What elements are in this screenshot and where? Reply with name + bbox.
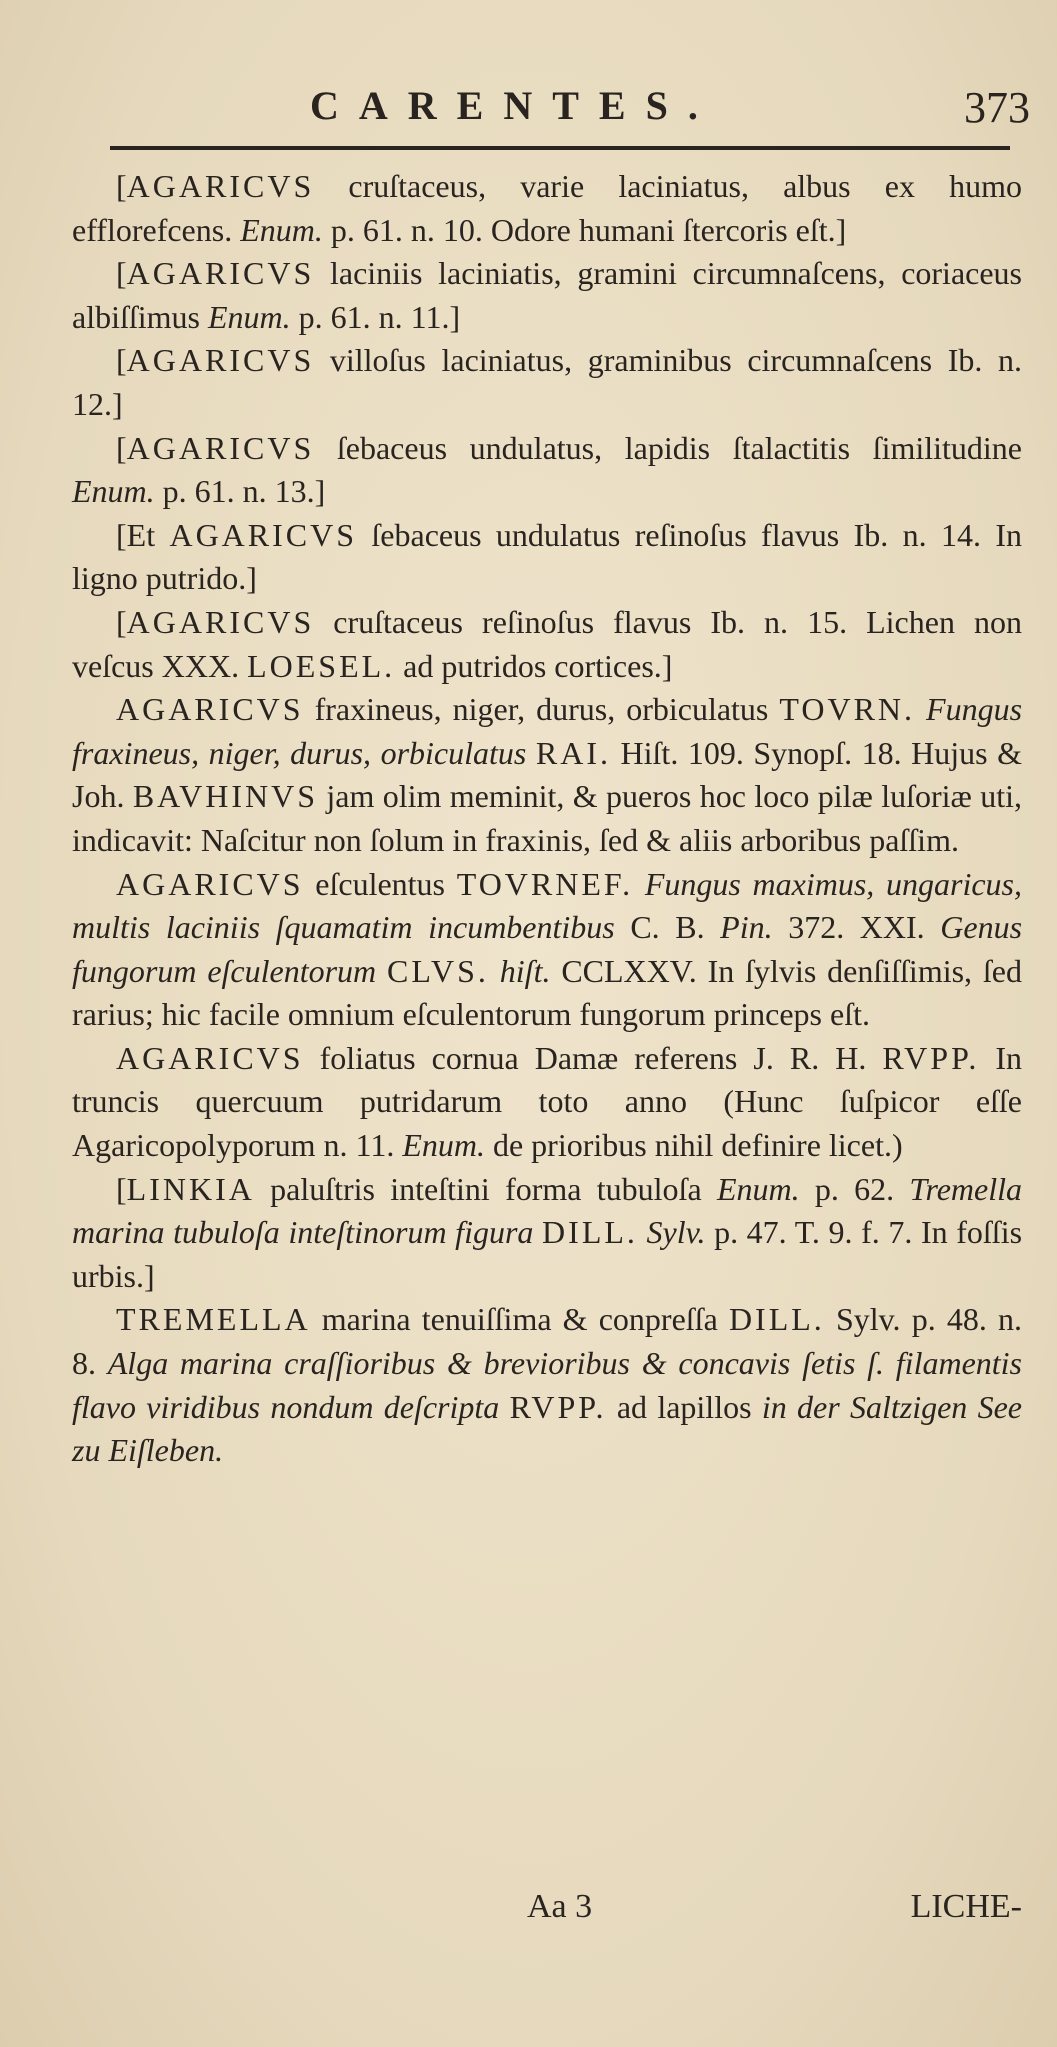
entry-paragraph <box>72 1168 1022 1299</box>
text-run: p. 61. n. 11.] <box>290 298 461 335</box>
entry-paragraph <box>72 165 1022 252</box>
entry-paragraph <box>72 427 1022 514</box>
text-run: p. 61. n. 13.] <box>154 473 326 510</box>
text-run: ſebaceus undulatus reſinoſus flavus Ib. n. 14. In ligno putrido.] <box>72 516 1022 597</box>
italic-citation: Enum. <box>402 1127 485 1164</box>
text-run: p. 61. n. 10. Odore humani ſtercoris eſt.] <box>322 211 847 248</box>
small-caps-name: AGARICVS <box>169 516 358 553</box>
small-caps-name: AGARICVS <box>126 168 315 204</box>
small-caps-name: AGARICVS <box>126 603 315 640</box>
small-caps-name: DILL. <box>542 1214 638 1251</box>
text-run: marina tenuiſſima & conpreſſa <box>310 1301 729 1338</box>
entry-paragraph <box>72 863 1022 1037</box>
small-caps-name: AGARICVS <box>126 342 315 379</box>
italic-citation: Genus fungorum eſculentorum <box>72 909 1023 989</box>
small-caps-name: RVPP. <box>509 1388 607 1425</box>
small-caps-name: AGARICVS <box>116 1039 304 1076</box>
small-caps-name: AGARICVS <box>126 429 315 466</box>
text-run <box>633 866 645 902</box>
small-caps-name: CLVS. <box>387 952 489 989</box>
text-run: fraxineus, niger, durus, orbiculatus <box>303 691 780 728</box>
text-run: [ <box>116 1170 127 1207</box>
small-caps-name: BAVHINVS <box>132 778 319 815</box>
italic-citation: Fungus fraxineus, niger, durus, orbiculatus <box>72 691 1023 771</box>
text-run <box>489 953 500 989</box>
text-run <box>915 691 926 727</box>
text-run: ad lapillos <box>606 1388 762 1425</box>
small-caps-name: LOESEL. <box>247 647 396 684</box>
entry-paragraph <box>72 514 1022 601</box>
entry-paragraph <box>72 1298 1022 1472</box>
page-footer <box>72 1888 1022 1938</box>
text-run: C. B. <box>614 909 721 946</box>
text-run <box>526 735 536 771</box>
text-run <box>638 1214 647 1250</box>
entry-paragraph <box>72 1037 1022 1168</box>
small-caps-name: AGARICVS <box>116 691 304 728</box>
italic-citation: in der Saltzigen See zu Eiſleben. <box>72 1388 1023 1469</box>
text-run: [ <box>116 342 127 379</box>
entry-paragraph <box>72 252 1022 339</box>
italic-citation: Enum. <box>240 211 323 248</box>
signature-mark: Aa 3 <box>527 1888 593 1925</box>
text-run: foliatus cornua Damæ referens J. R. H. <box>303 1039 883 1076</box>
text-run: [ <box>116 429 127 466</box>
small-caps-name: DILL. <box>728 1301 825 1338</box>
text-run: Sylv. p. 48. n. 8. <box>72 1301 1023 1382</box>
text-run: 372. XXI. <box>772 909 941 946</box>
italic-citation: hiſt. <box>499 952 551 989</box>
text-run <box>499 1389 509 1425</box>
page-header <box>110 70 1030 140</box>
entry-paragraph <box>72 688 1022 862</box>
text-run: de prioribus nihil definire licet.) <box>484 1127 903 1164</box>
header-rule <box>110 146 1010 150</box>
text-run: ad putridos cortices.] <box>395 647 673 684</box>
catchword: LICHE- <box>910 1888 1022 1925</box>
text-run: [Et <box>116 516 170 553</box>
italic-citation: Fungus maximus, ungaricus, multis laciniis ſquamatim incumbentibus <box>72 865 1023 946</box>
small-caps-name: LINKIA <box>126 1170 255 1207</box>
italic-citation: Enum. <box>72 473 155 510</box>
text-run: [ <box>116 168 127 204</box>
small-caps-name: TOVRN. <box>779 691 916 728</box>
small-caps-name: AGARICVS <box>126 255 315 292</box>
small-caps-name: TOVRNEF. <box>456 865 634 902</box>
small-caps-name: RVPP. <box>882 1039 980 1076</box>
running-title: CARENTES. <box>310 83 718 128</box>
text-run: [ <box>116 255 127 292</box>
entry-paragraph <box>72 601 1022 688</box>
text-run: p. 47. T. 9. f. 7. In foſſis urbis.] <box>72 1214 1023 1294</box>
small-caps-name: TREMELLA <box>116 1301 311 1338</box>
text-run: paluſtris inteſtini forma tubuloſa <box>254 1170 717 1207</box>
text-run: villoſus laciniatus, graminibus circumnaſcens Ib. n. 12.] <box>72 342 1022 422</box>
text-run: p. 62. <box>799 1170 910 1207</box>
italic-citation: Tremella marina tubuloſa inteſtinorum figura <box>72 1170 1023 1251</box>
text-run: [ <box>116 603 127 640</box>
italic-citation: Enum. <box>716 1170 800 1207</box>
entry-paragraph <box>72 339 1022 426</box>
text-run: cruſtaceus reſinoſus flavus Ib. n. 15. Lichen non veſcus XXX. <box>72 603 1022 684</box>
text-run: eſculentus <box>303 865 457 902</box>
text-body <box>72 165 1022 1473</box>
small-caps-name: RAI. <box>535 734 612 771</box>
text-run: laciniis laciniatis, gramini circumnaſcens, coriaceus albiſſimus <box>72 255 1022 335</box>
text-run: CCLXXV. In ſylvis denſiſſimis, ſed rarius; hic facile omnium eſculentorum fungorum princeps eſt. <box>72 952 1023 1033</box>
text-run: cruſtaceus, varie laciniatus, albus ex humo efflorefcens. <box>72 168 1022 248</box>
italic-citation: Enum. <box>208 298 291 335</box>
italic-citation: Alga marina craſſioribus & brevioribus & concavis ſetis ſ. filamentis flavo viridibus nondum deſcripta <box>72 1345 1023 1425</box>
text-run <box>533 1214 542 1250</box>
text-run <box>376 953 387 989</box>
italic-citation: Sylv. <box>646 1214 706 1251</box>
italic-citation: Pin. <box>720 909 773 946</box>
text-run: ſebaceus undulatus, lapidis ſtalactitis ſimilitudine <box>314 429 1022 466</box>
text-run: In truncis quercuum putridarum toto anno (Hunc ſuſpicor eſſe Agaricopolyporum n. 11. <box>72 1039 1023 1164</box>
text-run: jam olim meminit, & pueros hoc loco pilæ luſoriæ uti, indicavit: Naſcitur non ſolum in fraxinis, ſed & aliis arboribus paſſim. <box>72 778 1023 858</box>
text-run: Hiſt. 109. Synopſ. 18. Hujus & Joh. <box>72 734 1023 815</box>
page-number: 373 <box>964 83 1030 132</box>
small-caps-name: AGARICVS <box>116 865 304 902</box>
